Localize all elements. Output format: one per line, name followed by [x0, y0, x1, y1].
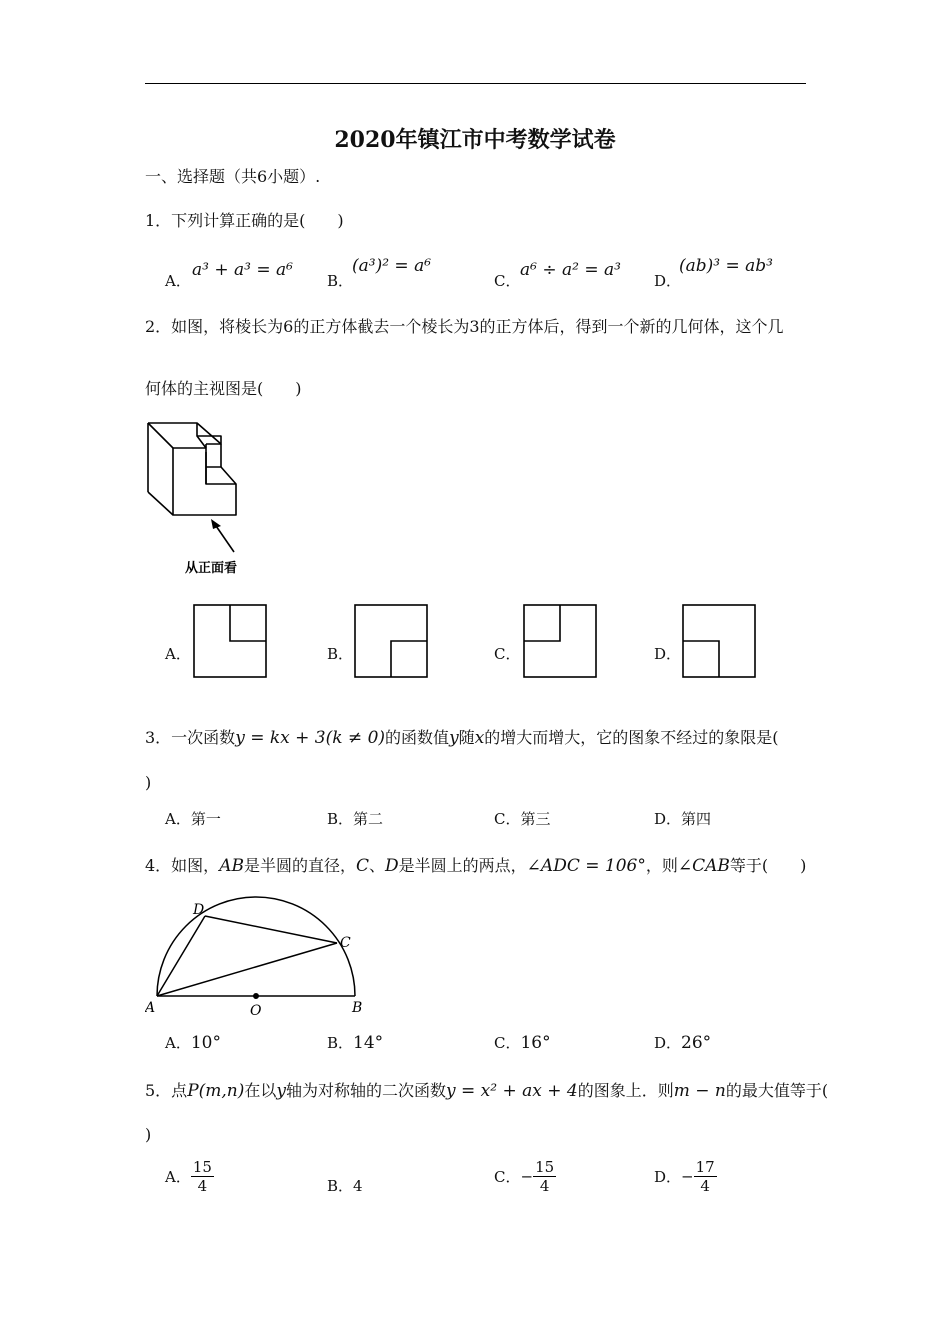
- q4-segment-ab: AB: [219, 856, 244, 876]
- q4-point-c: C: [355, 856, 369, 876]
- q5-option-a[interactable]: A． $\frac{15}{4}$: [165, 1158, 212, 1195]
- q2-figure-caption: 从正面看: [185, 561, 238, 576]
- q4-option-c[interactable]: C．16°: [494, 1033, 551, 1053]
- q1-stem: 1．下列计算正确的是( ): [145, 211, 344, 230]
- q5-option-d[interactable]: D．− $\frac{17}{4}$: [654, 1158, 715, 1195]
- q4-label-o: O: [250, 1003, 262, 1019]
- q1-option-c-expr: a⁶ ÷ a² = a³: [520, 260, 621, 280]
- q2-option-d-figure[interactable]: [682, 604, 756, 678]
- q4-point-d: D: [385, 856, 399, 876]
- q3-var-y: y: [449, 728, 459, 748]
- q3-option-c[interactable]: C．第三: [494, 810, 551, 828]
- header-rule: [145, 83, 806, 84]
- q4-option-b[interactable]: B．14°: [327, 1033, 384, 1053]
- q2-stem-line2: 何体的主视图是( ): [145, 379, 302, 398]
- q1-option-c-label[interactable]: C．: [494, 272, 521, 290]
- q2-solid-figure: [140, 415, 260, 580]
- q2-option-a-label[interactable]: A．: [165, 645, 191, 663]
- q3-stem-line2: ): [145, 773, 152, 792]
- q4-option-d[interactable]: D．26°: [654, 1033, 712, 1053]
- q5-stem-line1: 5．点P(m,n)在以y轴为对称轴的二次函数y = x² + ax + 4的图象上．则m − n的最大值等于(: [145, 1081, 829, 1101]
- q1-option-b-label[interactable]: B．: [327, 272, 354, 290]
- q4-angle-cab: ∠CAB: [677, 856, 730, 876]
- q5-var-y: y: [276, 1081, 286, 1101]
- q5-point-p: P(m,n): [187, 1081, 245, 1101]
- q5-function-expr: y = x² + ax + 4: [446, 1081, 578, 1101]
- q3-option-d[interactable]: D．第四: [654, 810, 712, 828]
- q4-center-point: [253, 993, 259, 999]
- q5-diff-expr: m − n: [673, 1081, 726, 1101]
- q5-option-b[interactable]: B．4: [327, 1177, 363, 1195]
- q3-option-a[interactable]: A．第一: [165, 810, 221, 828]
- q3-option-b[interactable]: B．第二: [327, 810, 384, 828]
- q4-label-a: A: [145, 1000, 156, 1016]
- page-title: 2020年镇江市中考数学试卷: [334, 127, 616, 153]
- q5-option-d-fraction: $\frac{17}{4}$: [695, 1158, 715, 1195]
- q2-option-c-figure[interactable]: [523, 604, 597, 678]
- q4-option-a[interactable]: A．10°: [165, 1033, 221, 1053]
- q2-stem-line1: 2．如图，将棱长为6的正方体截去一个棱长为3的正方体后，得到一个新的几何体，这个几: [145, 317, 784, 336]
- q3-stem-mid2: 随: [458, 728, 475, 747]
- q5-option-a-fraction: $\frac{15}{4}$: [192, 1158, 212, 1195]
- q1-option-b-expr: (a³)² = a⁶: [352, 256, 432, 276]
- q1-option-a-label[interactable]: A．: [165, 272, 191, 290]
- q5-option-c-fraction: $\frac{15}{4}$: [535, 1158, 555, 1195]
- q2-option-a-figure[interactable]: [193, 604, 267, 678]
- q3-var-x: x: [474, 728, 485, 748]
- q5-option-c[interactable]: C．− $\frac{15}{4}$: [494, 1158, 555, 1195]
- q1-option-d-label[interactable]: D．: [654, 272, 682, 290]
- q1-option-d-expr: (ab)³ = ab³: [679, 256, 773, 276]
- q3-stem-pre: 3．一次函数: [145, 728, 236, 747]
- q4-stem: 4．如图，AB是半圆的直径，C、D是半圆上的两点，∠ADC = 106°，则∠CAB等于( ): [145, 856, 807, 876]
- section-heading: 一、选择题（共6小题）.: [145, 167, 321, 186]
- q4-semicircle-figure: [145, 895, 375, 1020]
- q3-stem-post: 的增大而增大，它的图象不经过的象限是(: [484, 728, 779, 747]
- q4-angle-adc: ∠ADC = 106°: [526, 856, 646, 876]
- q2-option-b-figure[interactable]: [354, 604, 428, 678]
- q5-stem-line2: ): [145, 1125, 152, 1144]
- q2-option-b-label[interactable]: B．: [327, 645, 354, 663]
- q2-option-d-label[interactable]: D．: [654, 645, 682, 663]
- q3-stem-line1: [145, 725, 779, 748]
- q2-option-c-label[interactable]: C．: [494, 645, 521, 663]
- q4-label-d: D: [193, 902, 205, 918]
- q1-option-a-expr: a³ + a³ = a⁶: [192, 260, 293, 280]
- q3-stem-mid: 的函数值: [385, 728, 450, 747]
- q4-label-b: B: [352, 1000, 363, 1016]
- q4-label-c: C: [340, 935, 351, 951]
- q3-function-expr: y = kx + 3(k ≠ 0): [235, 728, 386, 748]
